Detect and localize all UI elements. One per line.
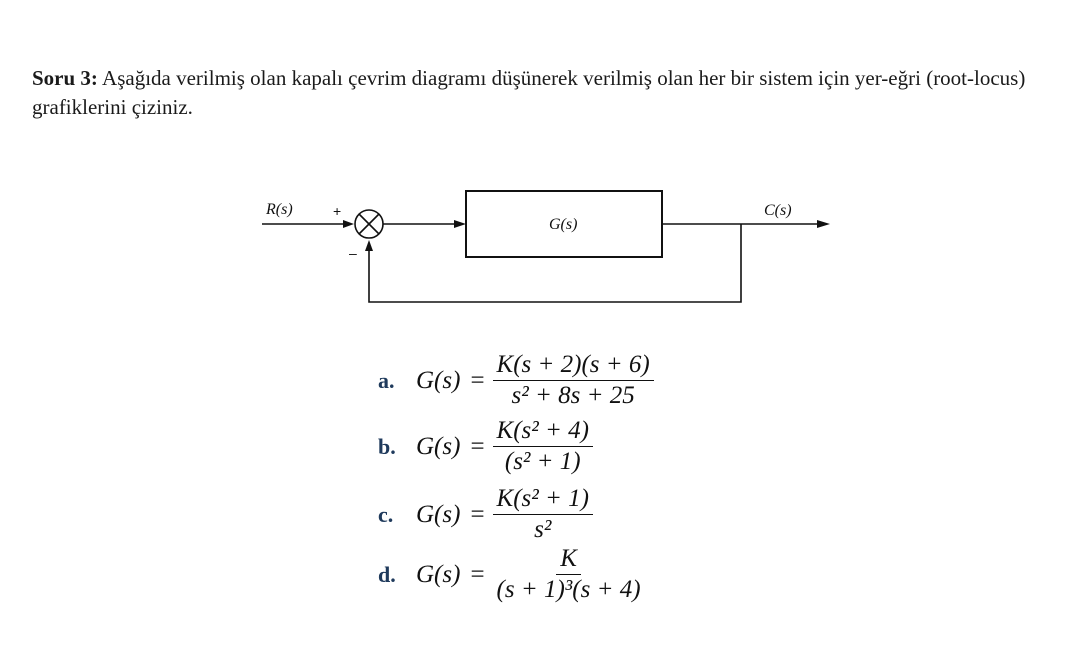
equation-letter: c. bbox=[378, 501, 394, 527]
question-body: Aşağıda verilmiş olan kapalı çevrim diagramı düşünerek verilmiş olan her bir sistem için yer-eğri (root-locus) grafiklerini çiziniz. bbox=[32, 66, 1026, 119]
question-label: Soru 3: bbox=[32, 66, 98, 90]
fraction bbox=[493, 416, 593, 477]
feedback-arrow bbox=[365, 240, 373, 251]
numerator: K(s + 2)(s + 6) bbox=[493, 350, 654, 381]
equation-c bbox=[378, 484, 593, 545]
equation-a bbox=[378, 350, 654, 411]
equation-b bbox=[378, 416, 593, 477]
equation-lhs: G(s) bbox=[416, 500, 461, 528]
denominator: s² + 8s + 25 bbox=[511, 382, 635, 409]
equation-letter: b. bbox=[378, 433, 396, 459]
denominator: (s² + 1) bbox=[504, 448, 581, 475]
plus-sign: + bbox=[333, 203, 342, 219]
input-arrow bbox=[343, 220, 354, 228]
fraction bbox=[493, 484, 593, 545]
equals-sign: = bbox=[470, 500, 485, 528]
numerator: K(s² + 1) bbox=[493, 484, 593, 515]
equation-letter: a. bbox=[378, 367, 395, 393]
equals-sign: = bbox=[470, 366, 485, 394]
input-label: R(s) bbox=[266, 201, 293, 218]
equals-sign: = bbox=[470, 432, 485, 460]
block-label: G(s) bbox=[549, 216, 578, 233]
equation-lhs: G(s) bbox=[416, 432, 461, 460]
equation-letter: d. bbox=[378, 561, 396, 587]
equals-sign: = bbox=[470, 560, 485, 588]
numerator: K bbox=[556, 544, 581, 575]
feedback-line bbox=[369, 224, 741, 302]
block-arrow bbox=[454, 220, 466, 228]
numerator: K(s² + 4) bbox=[493, 416, 593, 447]
output-arrow bbox=[817, 220, 830, 228]
output-label: C(s) bbox=[764, 202, 792, 219]
denominator: s² bbox=[534, 516, 552, 543]
fraction bbox=[493, 544, 645, 605]
fraction bbox=[493, 350, 654, 411]
equation-d bbox=[378, 544, 645, 605]
equation-lhs: G(s) bbox=[416, 366, 461, 394]
minus-sign: – bbox=[349, 245, 357, 261]
equation-lhs: G(s) bbox=[416, 560, 461, 588]
denominator: (s + 1)³(s + 4) bbox=[496, 576, 641, 603]
